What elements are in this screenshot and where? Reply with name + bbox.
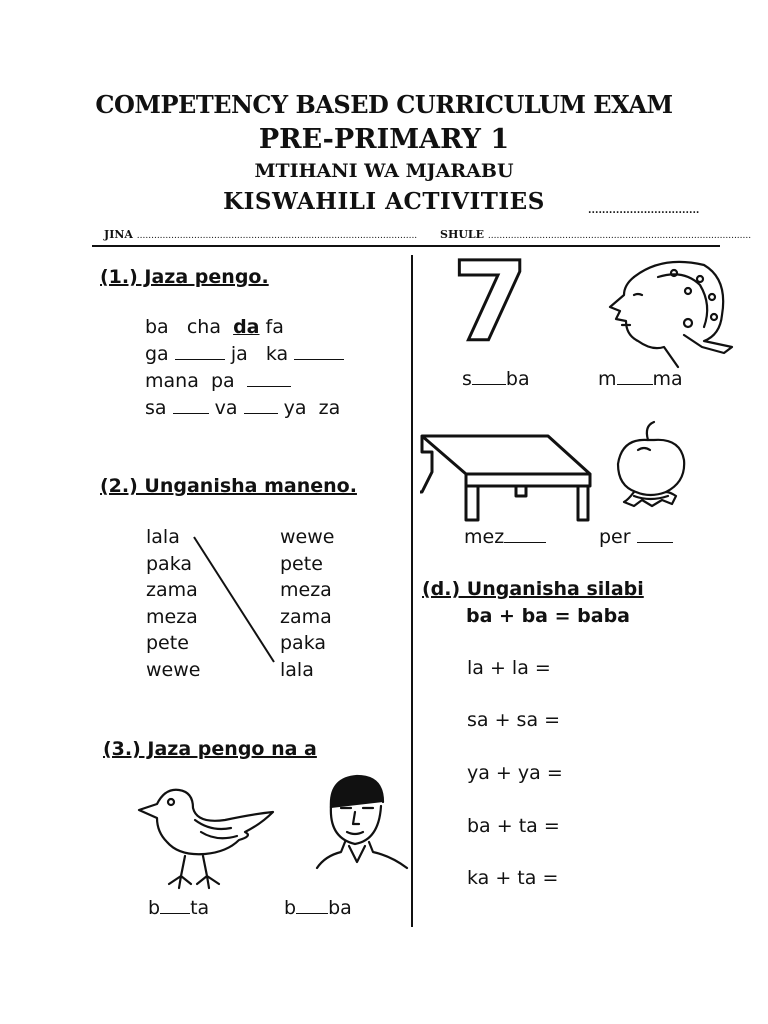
q2-right-word: lala	[280, 658, 314, 681]
school-label: SHULE	[440, 228, 485, 241]
date-dots: ................................	[588, 205, 700, 216]
q2-left-word: lala	[146, 526, 180, 548]
qd-title: (d.) Unganisha silabi	[422, 578, 644, 600]
name-dots: ..................................................................................................	[136, 231, 418, 241]
bird-word: b ta	[148, 897, 210, 919]
exam-title: COMPETENCY BASED CURRICULUM EXAM	[95, 90, 673, 119]
qd-item: ya + ya =	[467, 762, 563, 784]
q3-title: (3.) Jaza pengo na a	[103, 738, 317, 760]
qd-item: ka + ta =	[467, 867, 559, 889]
q2-title: (2.) Unganisha maneno.	[100, 475, 357, 497]
q2-right-word: zama	[280, 605, 332, 628]
q2-left-word: pete	[146, 632, 189, 654]
q1-row-4: sa va ya za	[145, 397, 341, 419]
table-word: mez	[464, 526, 546, 548]
q2-left-word: zama	[146, 579, 198, 601]
seven-word: s ba	[462, 368, 530, 390]
blank[interactable]	[296, 899, 328, 914]
man-word: b ba	[284, 897, 352, 919]
q2-right-word: pete	[280, 552, 323, 575]
q1-row-1: ba cha da fa	[145, 316, 284, 338]
q2-right-word: wewe	[280, 526, 335, 548]
blank[interactable]	[637, 528, 673, 543]
qd-item: sa + sa =	[467, 709, 561, 731]
q1-row-2: ga ja ka	[145, 343, 344, 365]
q2-right-word: meza	[280, 579, 332, 601]
qd-item: ba + ta =	[467, 815, 560, 837]
qd-example: ba + ba = baba	[466, 605, 630, 627]
q2-left-word: meza	[146, 605, 198, 628]
q2-left-word: paka	[146, 552, 193, 575]
blank[interactable]	[617, 370, 653, 385]
q2-left-word: wewe	[146, 658, 201, 681]
man-picture	[315, 772, 410, 877]
blank[interactable]	[472, 370, 506, 385]
blank[interactable]	[160, 899, 190, 914]
school-dots: ............................................................................................	[487, 231, 752, 241]
fruit-picture	[610, 420, 692, 508]
table-picture	[418, 432, 594, 524]
qd-item: la + la =	[467, 657, 551, 679]
exam-subtitle: MTIHANI WA MJARABU	[254, 160, 514, 182]
subject-title: KISWAHILI ACTIVITIES	[223, 188, 545, 215]
woman-word: m ma	[598, 368, 683, 390]
q2-right-word: paka	[280, 632, 327, 654]
woman-picture	[604, 255, 736, 370]
class-title: PRE-PRIMARY 1	[258, 124, 510, 155]
bird-picture	[135, 780, 280, 890]
number-seven: 7	[452, 238, 529, 366]
blank[interactable]	[504, 528, 546, 543]
q1-title: (1.) Jaza pengo.	[100, 266, 269, 288]
fruit-word: per	[599, 526, 673, 548]
q1-row-3: mana pa	[145, 370, 291, 392]
name-label: JINA	[104, 228, 133, 241]
